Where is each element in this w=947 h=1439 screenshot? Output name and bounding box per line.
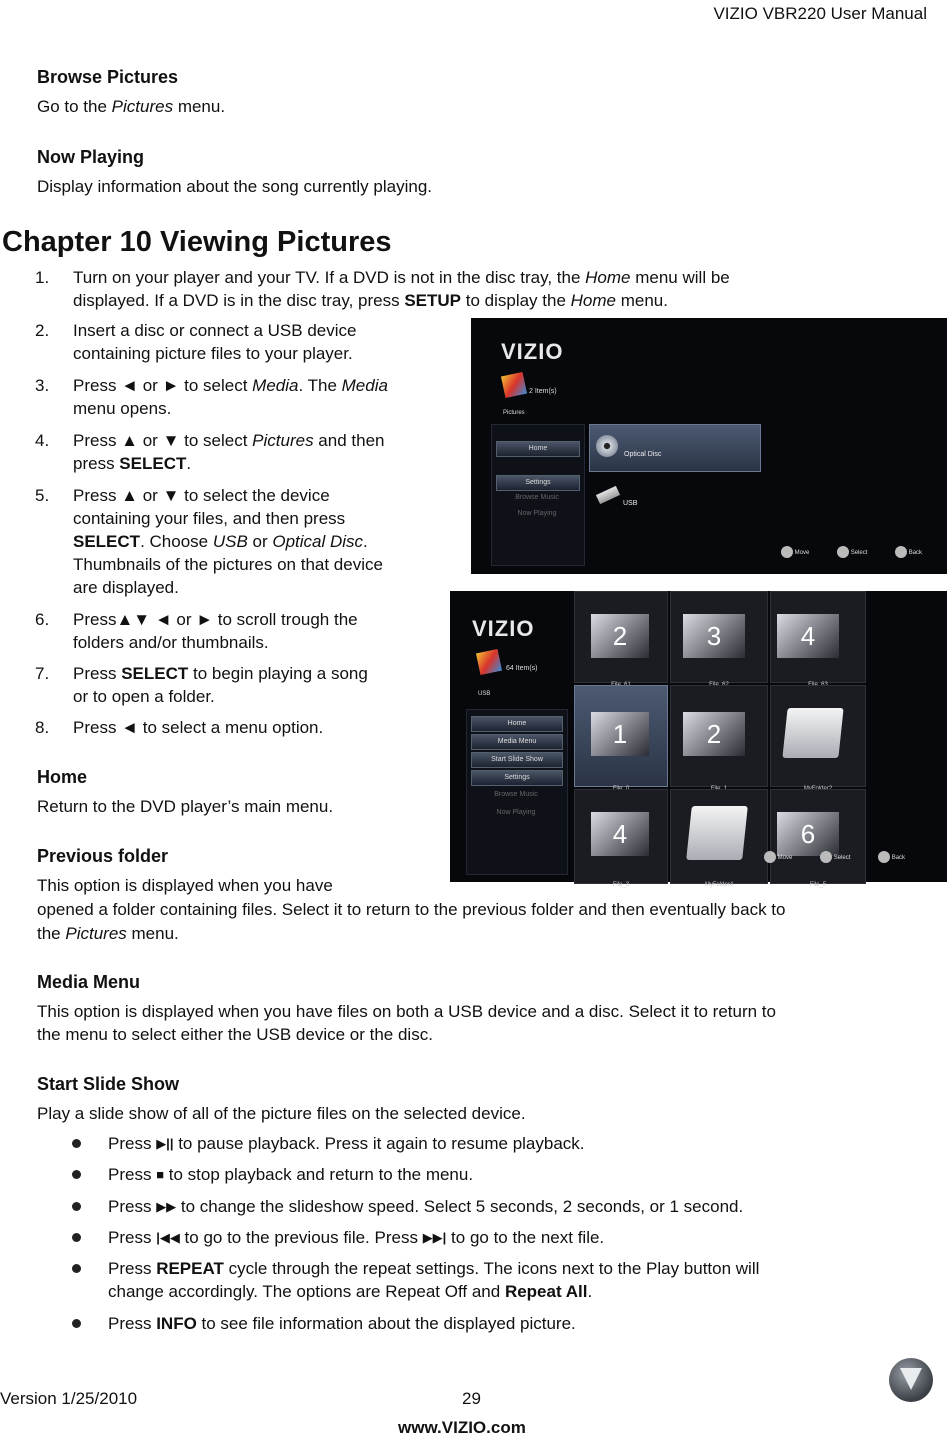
bullet-skip: Press |◀◀ to go to the previous file. Press ▶▶| to go to the next file.	[108, 1228, 605, 1247]
thumbnail-image: 2	[683, 712, 745, 756]
section-label: USB	[478, 691, 491, 697]
thumbnail-image: 2	[591, 614, 649, 658]
bullet-repeat-line-1: Press REPEAT cycle through the repeat settings. The icons next to the Play button will	[108, 1259, 760, 1278]
device-label: USB	[623, 500, 638, 507]
bullet-speed: Press ▶▶ to change the slideshow speed. Select 5 seconds, 2 seconds, or 1 second.	[108, 1197, 744, 1216]
back-icon	[878, 851, 890, 863]
section-label: Pictures	[503, 410, 525, 416]
home-heading: Home	[37, 767, 88, 787]
menu-browse-music: Browse Music	[515, 494, 559, 501]
menu-home[interactable]: Home	[471, 716, 563, 732]
chapter-title: Chapter 10 Viewing Pictures	[2, 226, 392, 258]
browse-pictures-text: Go to the Pictures menu.	[37, 97, 226, 116]
disc-icon	[596, 435, 618, 457]
bullet	[72, 1319, 81, 1328]
control-hints: Move Select Back	[781, 542, 922, 565]
device-usb[interactable]	[589, 476, 759, 516]
bullet	[72, 1170, 81, 1179]
menu-browse-music: Browse Music	[494, 791, 538, 798]
menu-now-playing: Now Playing	[496, 809, 536, 816]
browse-pictures-heading: Browse Pictures	[37, 67, 179, 87]
menu-settings[interactable]: Settings	[496, 475, 580, 491]
now-playing-heading: Now Playing	[37, 147, 145, 167]
previous-folder-line-2: opened a folder containing files. Select it to return to the previous folder and then eventually back to	[37, 900, 786, 919]
control-hints: Move Select Back	[764, 847, 905, 870]
slide-show-intro: Play a slide show of all of the picture files on the selected device.	[37, 1104, 526, 1123]
thumbnail-tile[interactable]	[574, 789, 668, 888]
previous-folder-heading: Previous folder	[37, 846, 169, 866]
menu-home[interactable]: Home	[496, 441, 580, 457]
version-label: Version 1/25/2010	[0, 1389, 138, 1408]
menu-media-menu[interactable]: Media Menu	[471, 734, 563, 750]
thumbnail-caption: MyFolder4	[704, 882, 734, 888]
thumbnail-image: 6	[777, 812, 839, 856]
media-menu-line-2: the menu to select either the USB device or the disc.	[37, 1025, 433, 1044]
menu-now-playing: Now Playing	[517, 510, 557, 517]
device-label: Optical Disc	[624, 451, 662, 458]
thumbnail-tile[interactable]	[670, 685, 768, 787]
thumbnail-image: 4	[591, 812, 649, 856]
thumbnail-tile-selected[interactable]	[574, 685, 668, 787]
folder-tile[interactable]	[670, 789, 768, 888]
previous-icon: |◀◀	[156, 1230, 180, 1245]
thumbnail-tile[interactable]	[670, 591, 768, 683]
folder-tile[interactable]	[770, 685, 866, 787]
bullet	[72, 1202, 81, 1211]
bullet-repeat-line-2: change accordingly. The options are Repeat Off and Repeat All.	[108, 1282, 593, 1301]
thumbnail-caption: File_3	[612, 882, 630, 888]
side-menu	[466, 709, 568, 875]
folder-icon	[782, 708, 843, 758]
usb-icon	[596, 486, 620, 504]
fast-forward-icon: ▶▶	[156, 1199, 177, 1214]
device-optical-disc[interactable]	[589, 424, 761, 472]
play-pause-icon: ▶||	[156, 1136, 174, 1151]
home-text: Return to the DVD player’s main menu.	[37, 797, 334, 816]
media-menu-line-1: This option is displayed when you have files on both a USB device and a disc. Select it to return to	[37, 1002, 776, 1021]
bullet-info: Press INFO to see file information about the displayed picture.	[108, 1314, 576, 1333]
thumbnail-image: 4	[777, 614, 839, 658]
side-menu	[491, 424, 585, 566]
back-icon	[895, 546, 907, 558]
previous-folder-line-1: This option is displayed when you have	[37, 876, 333, 895]
move-icon	[781, 546, 793, 558]
bullet	[72, 1233, 81, 1242]
vizio-logo-icon	[889, 1358, 933, 1402]
menu-settings[interactable]: Settings	[471, 770, 563, 786]
page-number: 29	[462, 1389, 481, 1408]
bullet	[72, 1139, 81, 1148]
select-icon	[820, 851, 832, 863]
thumbnail-caption: File_5	[809, 882, 827, 888]
now-playing-text: Display information about the song currently playing.	[37, 177, 432, 196]
folder-icon	[686, 806, 748, 860]
pictures-folder-icon	[501, 372, 527, 398]
pictures-menu-screenshot	[471, 318, 947, 574]
bullet-stop: Press ■ to stop playback and return to the menu.	[108, 1165, 474, 1184]
thumbnail-image: 3	[683, 614, 745, 658]
website-link[interactable]: www.VIZIO.com	[398, 1418, 526, 1437]
bullet	[72, 1264, 81, 1273]
stop-icon: ■	[156, 1167, 165, 1182]
move-icon	[764, 851, 776, 863]
usb-folder-icon	[476, 649, 502, 675]
thumbnail-image: 1	[591, 712, 649, 756]
next-icon: ▶▶|	[422, 1230, 447, 1245]
select-icon	[837, 546, 849, 558]
item-count: 2 Item(s)	[529, 388, 557, 395]
vizio-logo: VIZIO	[472, 616, 535, 641]
vizio-logo: VIZIO	[501, 339, 564, 364]
media-menu-heading: Media Menu	[37, 972, 141, 992]
menu-start-slide-show[interactable]: Start Slide Show	[471, 752, 563, 768]
previous-folder-line-3: the Pictures menu.	[37, 924, 179, 943]
item-count: 64 Item(s)	[506, 665, 538, 672]
thumbnail-tile[interactable]	[574, 591, 668, 683]
manual-title: VIZIO VBR220 User Manual	[713, 4, 927, 23]
thumbnail-tile[interactable]	[770, 591, 866, 683]
slide-show-heading: Start Slide Show	[37, 1074, 180, 1094]
thumbnail-grid-screenshot	[450, 591, 947, 888]
bullet-pause: Press ▶|| to pause playback. Press it again to resume playback.	[108, 1134, 585, 1153]
